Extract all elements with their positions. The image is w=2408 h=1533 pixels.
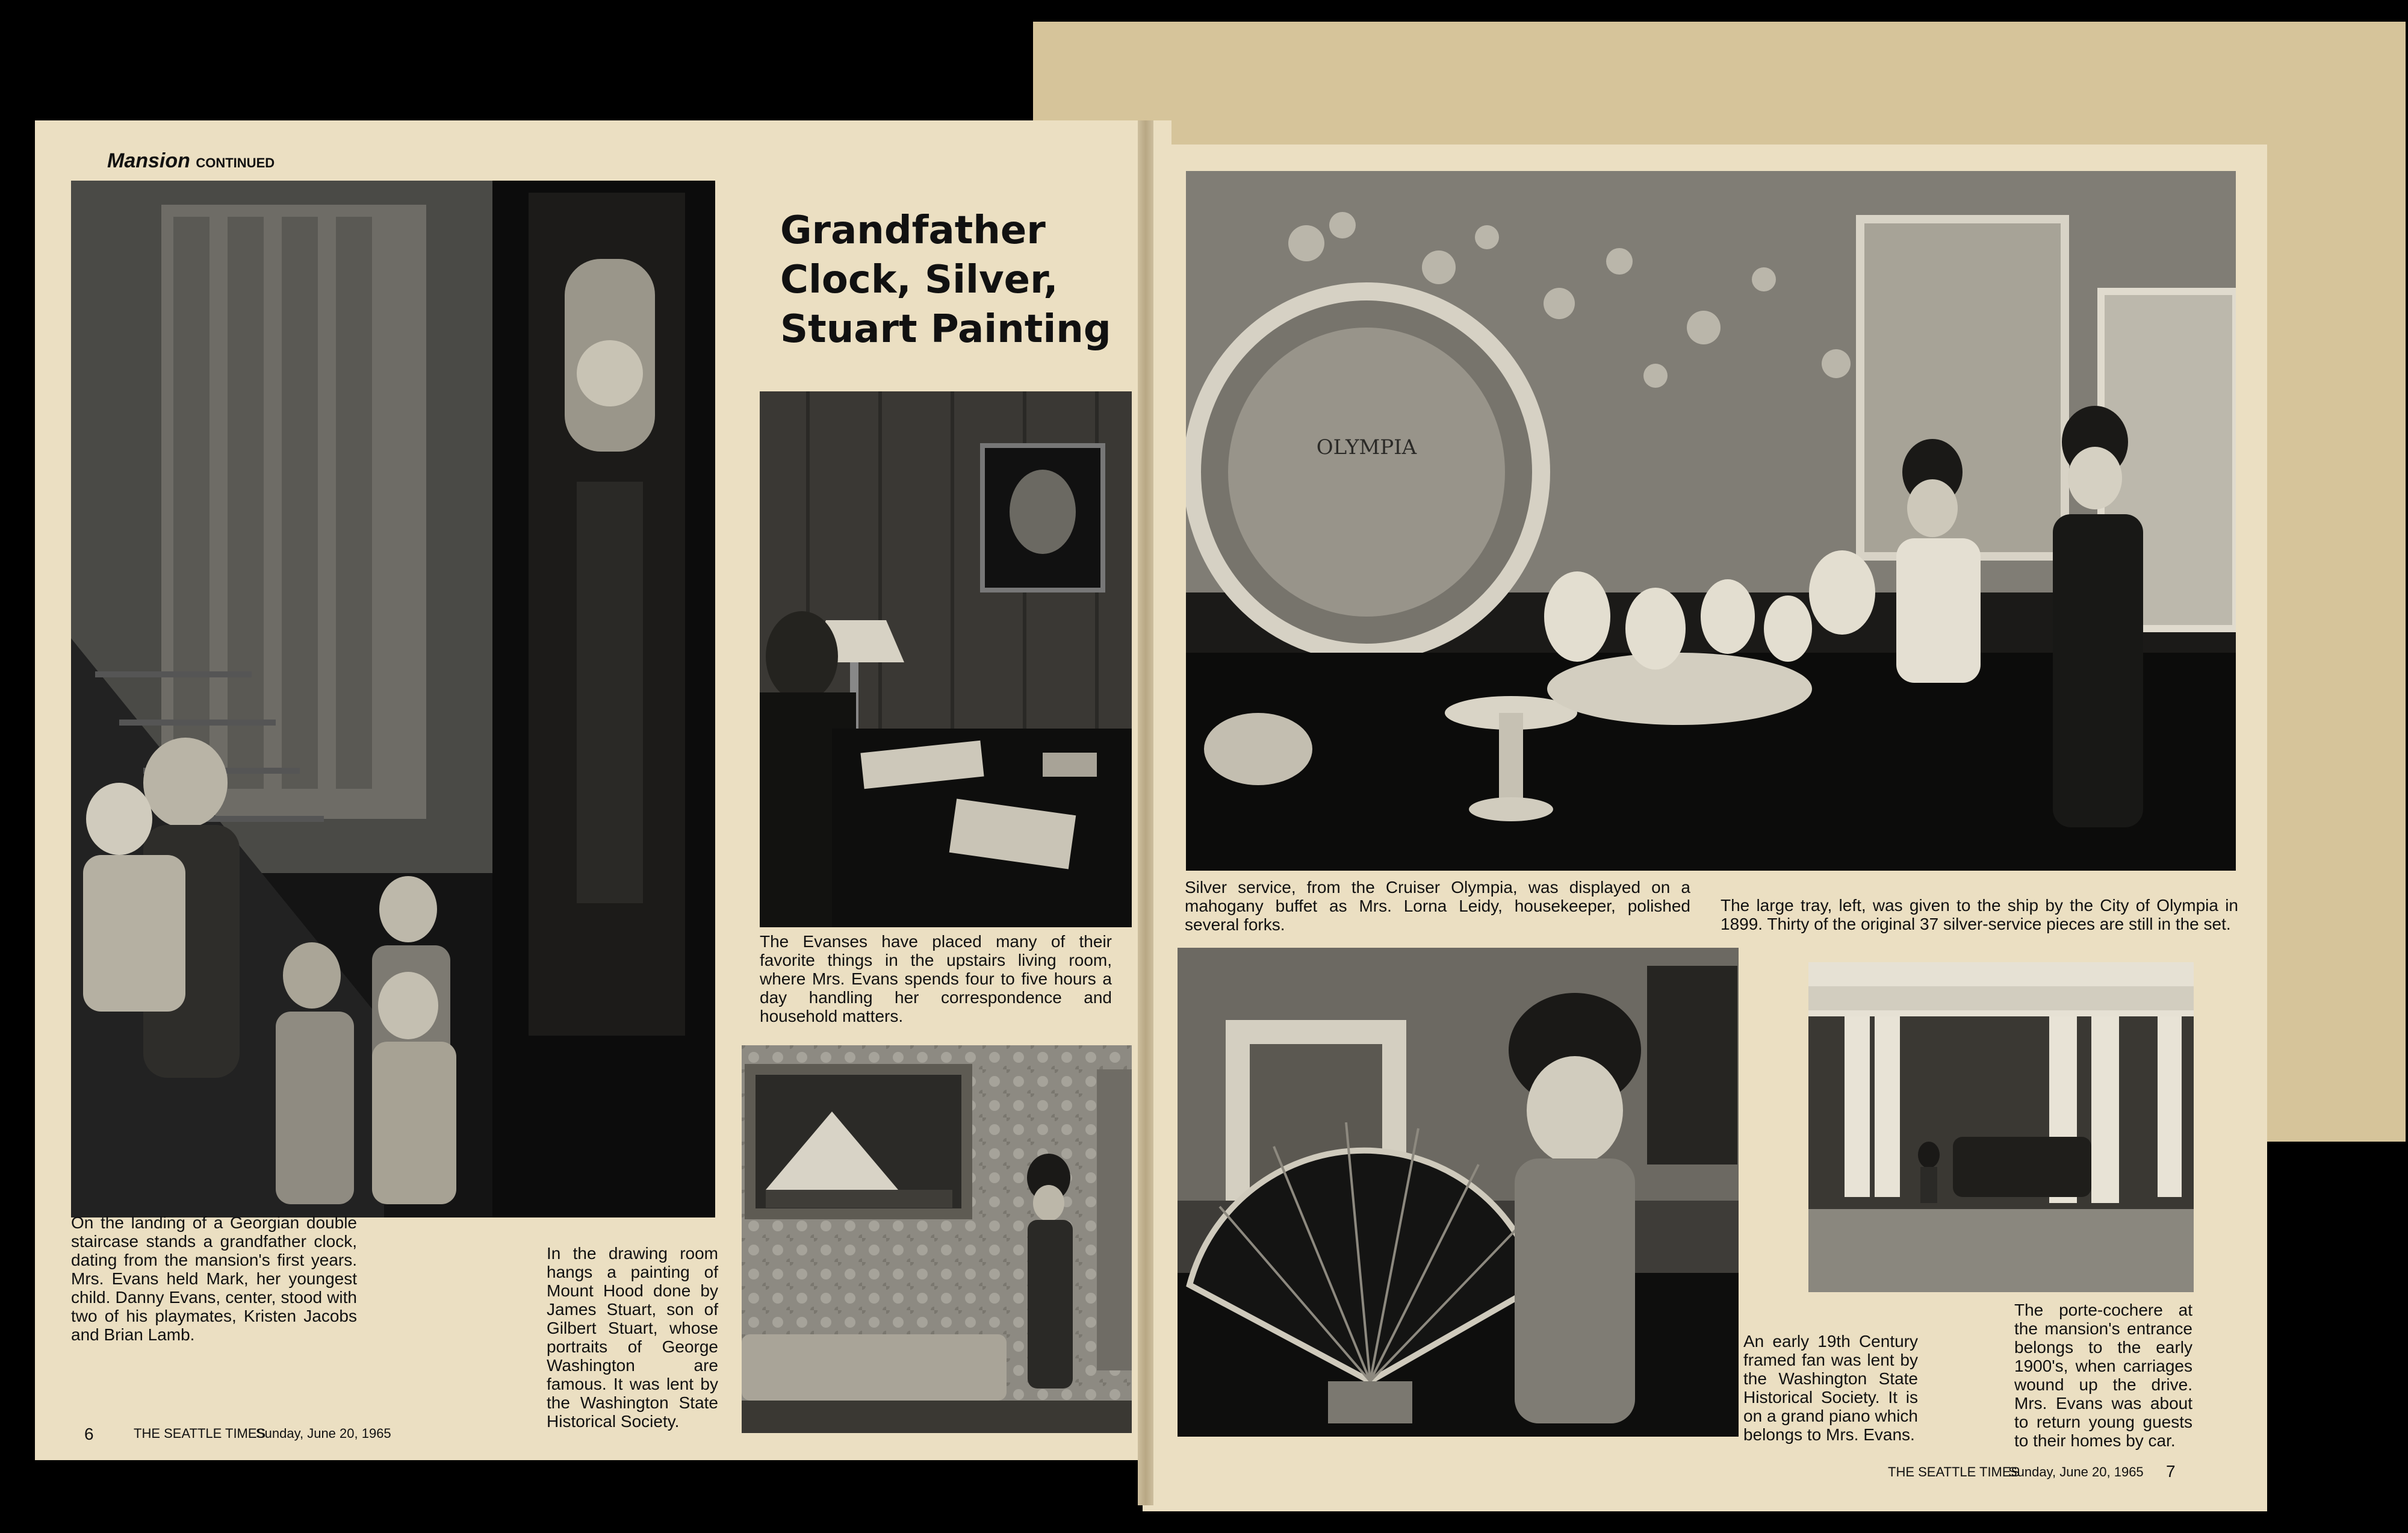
living-room-caption: The Evanses have placed many of their favorite things in the upstairs living room, where Mrs. Evans spends four to five hours a day handling her correspondence and household matters.: [760, 932, 1112, 1025]
headline-line-3: Stuart Painting: [780, 307, 1111, 352]
headline: [780, 206, 1141, 354]
tray-inscription: OLYMPIA: [1316, 435, 1417, 459]
silver-caption-right: The large tray, left, was given to the ship by the City of Olympia in 1899. Thirty of the original 37 silver-service pieces are still in the set.: [1721, 896, 2238, 933]
fan-caption-block: [1743, 1332, 1918, 1444]
headline-line-2: Clock, Silver,: [780, 258, 1058, 302]
left-footer-paper: THE SEATTLE TIMES: [134, 1426, 266, 1441]
right-footer-date: Sunday, June 20, 1965: [2008, 1464, 2144, 1479]
fan-photo: [1178, 948, 1739, 1437]
staircase-caption: On the landing of a Georgian double staircase stands a grandfather clock, dating from the mansion's first years. Mrs. Evans held Mark, her youngest child. Danny Evans, center, stood with two of his playmates, Kristen Jacobs and Brian Lamb.: [71, 1213, 357, 1344]
right-footer-paper: THE SEATTLE TIMES: [1888, 1464, 2020, 1479]
silver-caption-left: Silver service, from the Cruiser Olympia, was displayed on a mahogany buffet as Mrs. Lorna Leidy, housekeeper, polished several forks.: [1185, 878, 1690, 934]
staircase-photo: [71, 181, 715, 1217]
living-room-photo: [760, 391, 1132, 927]
drawing-room-photo: [742, 1045, 1132, 1433]
fan-caption: An early 19th Century framed fan was lent by the Washington State Historical Society. It is on a grand piano which belongs to Mrs. Evans.: [1743, 1332, 1918, 1444]
porte-cochere-caption-block: [2014, 1301, 2192, 1450]
silver-caption-left-block: [1185, 878, 1690, 934]
silver-service-photo: [1186, 171, 2236, 871]
section-header: [107, 149, 275, 173]
silver-caption-right-block: [1721, 896, 2238, 933]
headline-line-1: Grandfather: [780, 208, 1046, 253]
staircase-caption-block: [71, 1213, 357, 1344]
right-page-number: 7: [2166, 1462, 2176, 1481]
continued-label: CONTINUED: [196, 155, 275, 170]
drawing-room-caption: In the drawing room hangs a painting of Mount Hood done by James Stuart, son of Gilbert Stuart, whose portraits of George Washington are famous. It was lent by the Washington State Historical Society.: [547, 1244, 718, 1431]
porte-cochere-caption: The porte-cochere at the mansion's entrance belongs to the early 1900's, when carriages wound up the drive. Mrs. Evans was about to return young guests to their homes by car.: [2014, 1301, 2192, 1450]
left-footer-date: Sunday, June 20, 1965: [256, 1426, 391, 1441]
left-page-number: 6: [84, 1425, 94, 1443]
section-label: Mansion: [107, 149, 190, 172]
porte-cochere-photo: [1808, 962, 2194, 1292]
living-room-caption-block: [760, 932, 1112, 1025]
drawing-room-caption-block: [547, 1244, 718, 1431]
